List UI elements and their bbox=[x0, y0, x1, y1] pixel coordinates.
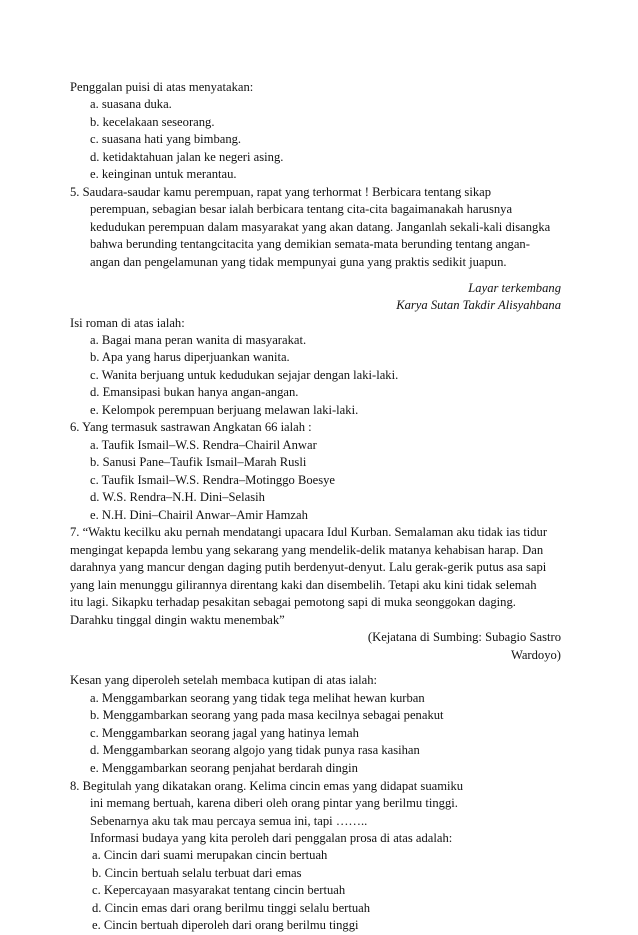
q4-intro: Penggalan puisi di atas menyatakan: bbox=[70, 80, 254, 94]
q6-option-e: e. N.H. Dini–Chairil Anwar–Amir Hamzah bbox=[90, 507, 308, 522]
q8-passage-line: Sebenarnya aku tak mau percaya semua ini, tapi …….. bbox=[90, 813, 368, 828]
q8-option-d: d. Cincin emas dari orang berilmu tinggi selalu bertuah bbox=[92, 900, 371, 915]
q7-source-line: (Kejatana di Sumbing: Subagio Sastro bbox=[367, 630, 561, 645]
q7-option-b: b. Menggambarkan seorang yang pada masa kecilnya sebagai penakut bbox=[90, 708, 444, 723]
q5-option-a: a. Bagai mana peran wanita di masyarakat. bbox=[90, 333, 307, 347]
q4-option-e: e. keinginan untuk merantau. bbox=[90, 167, 237, 182]
q4-option-c: c. suasana hati yang bimbang. bbox=[90, 132, 242, 147]
q7-passage-line: Darahku tinggal dingin waktu menembak” bbox=[70, 612, 285, 627]
q7-source-line: Wardoyo) bbox=[510, 647, 561, 662]
q7-option-a: a. Menggambarkan seorang yang tidak tega melihat hewan kurban bbox=[90, 690, 425, 705]
q5-passage-line: perempuan, sebagian besar ialah berbicara tentang cita-cita bagaimanakah harusnya bbox=[90, 202, 513, 217]
q7-passage-line: darahnya yang mancur dengan daging putih berdenyut-denyut. Lalu gerak-gerik putus asa sapi bbox=[70, 560, 547, 575]
q7-question: Kesan yang diperoleh setelah membaca kutipan di atas ialah: bbox=[70, 673, 378, 688]
q5-passage-line: 5. Saudara-saudar kamu perempuan, rapat yang terhormat ! Berbicara tentang sikap bbox=[70, 184, 492, 199]
q5-passage-line: bahwa berunding tentangcitacita yang demikian semata-mata berunding tentang angan- bbox=[90, 237, 530, 252]
q6-option-c: c. Taufik Ismail–W.S. Rendra–Motinggo Boesye bbox=[90, 472, 336, 487]
q7-passage-line: yang lain menunggu gilirannya direntang kaki dan disembelih. Tetapi aku kini tidak selemah bbox=[70, 577, 537, 592]
q8-option-c: c. Kepercayaan masyarakat tentang cincin bertuah bbox=[92, 883, 346, 898]
q8-option-b: b. Cincin bertuah selalu terbuat dari emas bbox=[92, 865, 302, 880]
q8-option-e: e. Cincin bertuah diperoleh dari orang berilmu tinggi bbox=[92, 918, 359, 932]
q6-option-d: d. W.S. Rendra–N.H. Dini–Selasih bbox=[90, 490, 265, 505]
q5-passage-line: angan dan pengelamunan yang tidak mempunyai guna yang praktis sedikit juapun. bbox=[90, 254, 507, 269]
q7-passage-line: itu lagi. Sikapku terhadap pesakitan sebagai pemotong sapi di muka seonggokan daging. bbox=[70, 595, 516, 610]
q6-option-a: a. Taufik Ismail–W.S. Rendra–Chairil Anwar bbox=[90, 437, 317, 452]
q6-question: 6. Yang termasuk sastrawan Angkatan 66 ialah : bbox=[70, 420, 312, 435]
q7-option-e: e. Menggambarkan seorang penjahat berdarah dingin bbox=[90, 760, 358, 775]
q5-question: Isi roman di atas ialah: bbox=[70, 315, 185, 330]
q4-option-d: d. ketidaktahuan jalan ke negeri asing. bbox=[90, 149, 284, 164]
q4-option-a: a. suasana duka. bbox=[90, 97, 172, 112]
q6-option-b: b. Sanusi Pane–Taufik Ismail–Marah Rusli bbox=[90, 455, 307, 470]
q4-option-b: b. kecelakaan seseorang. bbox=[90, 114, 215, 129]
q8-passage-line: Informasi budaya yang kita peroleh dari penggalan prosa di atas adalah: bbox=[90, 831, 453, 845]
q5-option-b: b. Apa yang harus diperjuankan wanita. bbox=[90, 350, 290, 365]
q5-source-title: Layar terkembang bbox=[468, 280, 561, 295]
q8-passage-line: 8. Begitulah yang dikatakan orang. Kelima cincin emas yang didapat suamiku bbox=[70, 778, 464, 793]
q8-option-a: a. Cincin dari suami merupakan cincin bertuah bbox=[92, 848, 328, 863]
q7-option-d: d. Menggambarkan seorang algojo yang tidak punya rasa kasihan bbox=[90, 743, 420, 758]
q5-passage-line: kedudukan perempuan dalam masyarakat yang akan datang. Janganlah sekali-kali disangka bbox=[90, 219, 551, 234]
q7-option-c: c. Menggambarkan seorang jagal yang hatinya lemah bbox=[90, 725, 359, 740]
q5-source-author: Karya Sutan Takdir Alisyahbana bbox=[396, 298, 561, 313]
q8-passage-line: ini memang bertuah, karena diberi oleh orang pintar yang berilmu tinggi. bbox=[90, 796, 458, 811]
q5-option-e: e. Kelompok perempuan berjuang melawan laki-laki. bbox=[90, 402, 359, 417]
q5-option-d: d. Emansipasi bukan hanya angan-angan. bbox=[90, 385, 299, 400]
q7-passage-line: mengingat kepapda lembu yang sekarang yang mendelik-delik matanya kehabisan harap. Dan bbox=[70, 542, 544, 557]
q5-option-c: c. Wanita berjuang untuk kedudukan sejajar dengan laki-laki. bbox=[90, 367, 399, 382]
q7-passage-line: 7. “Waktu kecilku aku pernah mendatangi upacara Idul Kurban. Semalaman aku tidak ias tidur bbox=[70, 525, 548, 540]
